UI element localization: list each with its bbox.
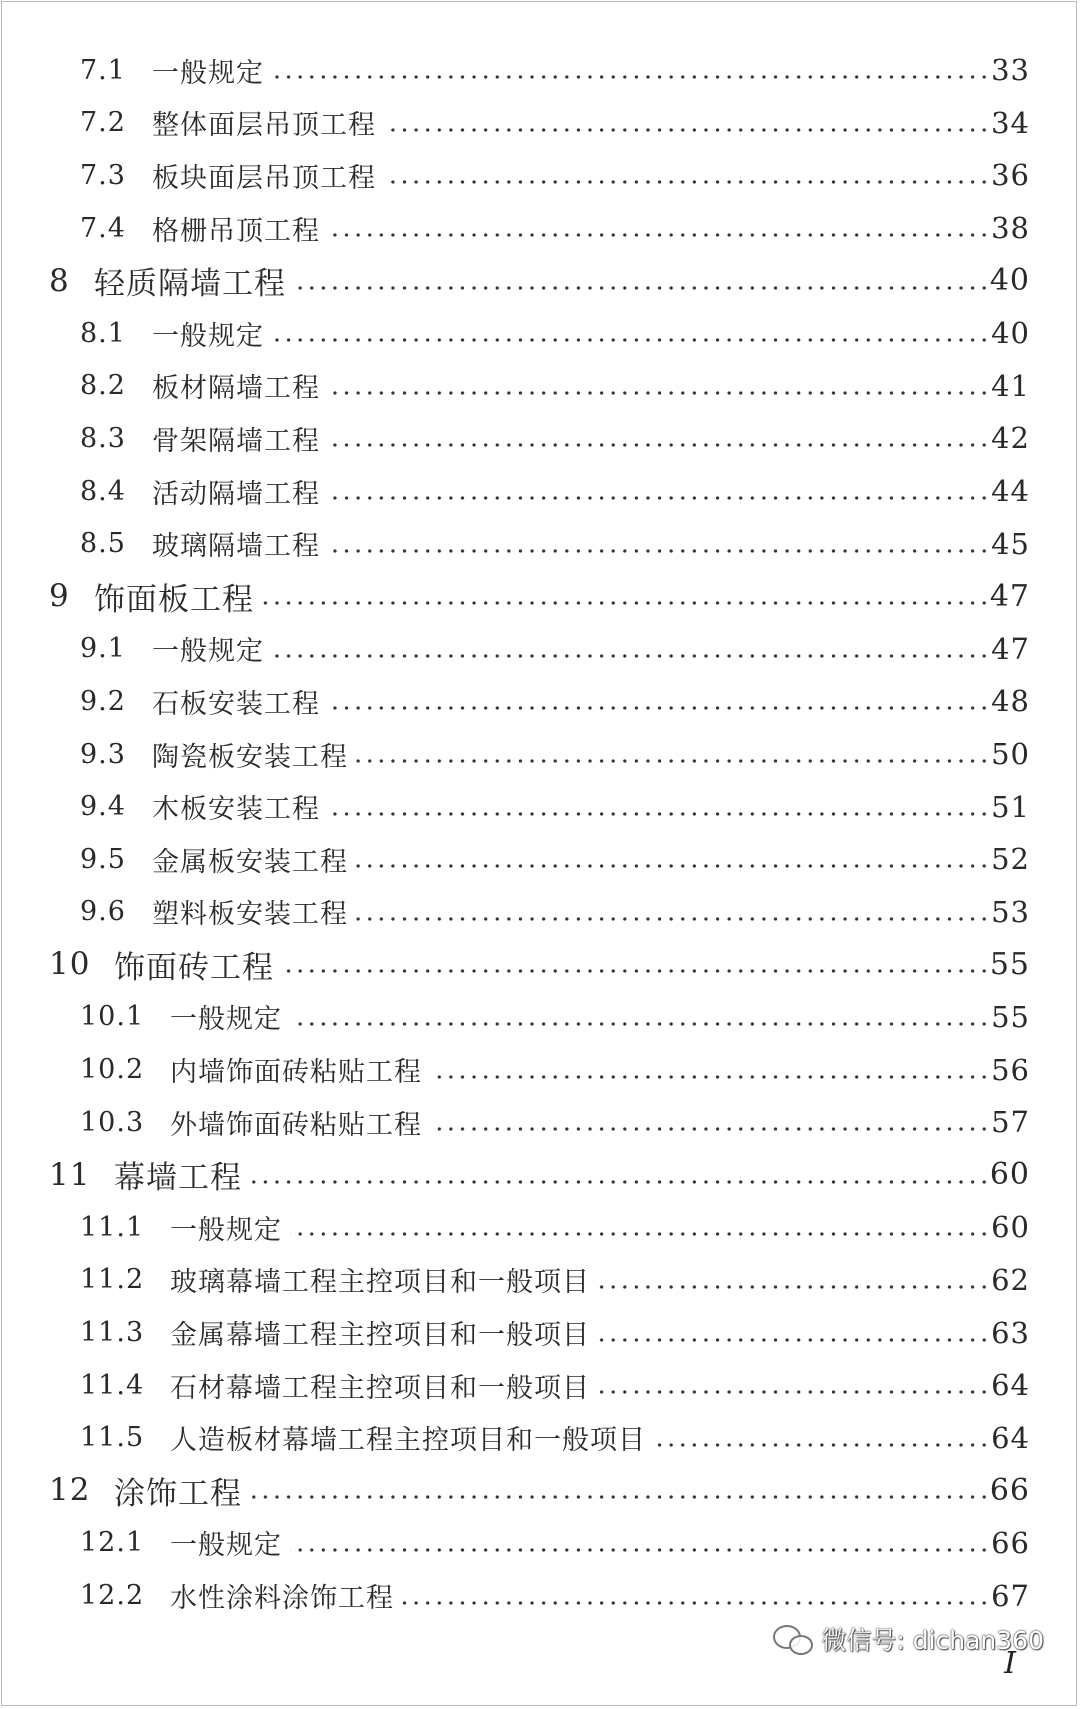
toc-entry xyxy=(0,465,1080,518)
toc-entry-title: 塑料板安装工程 xyxy=(152,892,354,931)
toc-entry-number: 10.3 xyxy=(80,1106,145,1138)
toc-entry-number: 11.2 xyxy=(80,1264,145,1296)
toc-entry-page: 45 xyxy=(991,526,1030,561)
toc-entry-page: 55 xyxy=(991,999,1030,1034)
toc-entry-title: 骨架隔墙工程 xyxy=(152,419,326,458)
toc-entry-title: 涂饰工程 xyxy=(114,1468,248,1513)
toc-entry-number: 11.3 xyxy=(80,1317,145,1349)
toc-entry xyxy=(0,202,1080,255)
toc-entry-title: 玻璃幕墙工程主控项目和一般项目 xyxy=(170,1260,596,1299)
dot-leader xyxy=(294,285,990,291)
toc-entry-number: 8.1 xyxy=(80,317,126,349)
toc-entry-title: 人造板材幕墙工程主控项目和一般项目 xyxy=(170,1418,652,1457)
toc-entry-page: 66 xyxy=(989,1472,1030,1508)
toc-entry-number: 8 xyxy=(49,262,70,299)
toc-entry-page: 38 xyxy=(991,211,1030,246)
toc-entry-title: 金属板安装工程 xyxy=(152,840,354,879)
toc-entry-number: 8.5 xyxy=(80,528,126,560)
toc-entry xyxy=(0,1359,1080,1412)
toc-entry-title: 石材幕墙工程主控项目和一般项目 xyxy=(170,1366,596,1405)
toc-entry xyxy=(0,97,1080,150)
toc-entry-number: 9.3 xyxy=(80,738,126,770)
toc-entry-title: 一般规定 xyxy=(152,629,270,668)
toc-entry-number: 7.2 xyxy=(80,107,126,139)
toc-entry-number: 7.3 xyxy=(80,159,126,191)
toc-entry xyxy=(0,307,1080,360)
toc-entry-page: 42 xyxy=(991,421,1030,456)
toc-entry-page: 36 xyxy=(991,158,1030,193)
toc-entry-page: 64 xyxy=(991,1368,1030,1403)
toc-entry-page: 66 xyxy=(991,1525,1030,1560)
toc-entry-page: 41 xyxy=(991,368,1030,403)
toc-entry-page: 57 xyxy=(991,1105,1030,1140)
dot-leader xyxy=(250,1179,990,1185)
toc-entry xyxy=(0,1254,1080,1307)
toc-entry-number: 10.2 xyxy=(80,1054,145,1086)
toc-entry xyxy=(0,1201,1080,1254)
toc-entry-page: 34 xyxy=(991,105,1030,140)
toc-entry-number: 10 xyxy=(49,946,91,983)
toc-entry-number: 8.2 xyxy=(80,370,126,402)
toc-entry-title: 饰面板工程 xyxy=(94,574,260,619)
toc-entry-number: 12 xyxy=(49,1472,91,1509)
toc-entry xyxy=(0,412,1080,465)
toc-entry xyxy=(0,1517,1080,1570)
toc-entry-title: 内墙饰面砖粘贴工程 xyxy=(170,1050,428,1089)
toc-entry xyxy=(0,991,1080,1044)
toc-entry xyxy=(0,1148,1080,1201)
toc-entry-number: 9.5 xyxy=(80,843,126,875)
toc-entry-title: 木板安装工程 xyxy=(152,787,326,826)
toc-entry xyxy=(0,44,1080,97)
toc-entry-page: 44 xyxy=(991,474,1030,509)
toc-entry-title: 饰面砖工程 xyxy=(114,942,280,987)
dot-leader xyxy=(430,1126,990,1132)
toc-entry xyxy=(0,1306,1080,1359)
toc-entry-number: 8.3 xyxy=(80,422,126,454)
toc-entry-page: 55 xyxy=(989,946,1030,982)
toc-entry-number: 9.2 xyxy=(80,685,126,717)
toc-entry xyxy=(0,360,1080,413)
toc-entry-number: 8.4 xyxy=(80,475,126,507)
toc-entry-title: 轻质隔墙工程 xyxy=(94,258,292,303)
dot-leader xyxy=(430,1074,990,1080)
toc-entry xyxy=(0,675,1080,728)
dot-leader xyxy=(328,232,990,238)
dot-leader xyxy=(328,442,990,448)
toc-entry-number: 10.1 xyxy=(80,1001,145,1033)
toc-entry-title: 外墙饰面砖粘贴工程 xyxy=(170,1103,428,1142)
dot-leader xyxy=(272,74,990,80)
dot-leader xyxy=(356,758,990,764)
toc-entry-page: 47 xyxy=(989,578,1030,614)
toc-entry xyxy=(0,938,1080,991)
toc-entry-title: 一般规定 xyxy=(152,314,270,353)
dot-leader xyxy=(384,179,990,185)
toc-entry xyxy=(0,149,1080,202)
dot-leader xyxy=(290,1231,990,1237)
toc-entry-page: 40 xyxy=(989,263,1030,299)
dot-leader xyxy=(402,1600,990,1606)
toc-entry-page: 56 xyxy=(991,1052,1030,1087)
toc-entry-page: 52 xyxy=(991,842,1030,877)
toc-entry-title: 一般规定 xyxy=(170,1208,288,1247)
toc-entry-number: 9.6 xyxy=(80,896,126,928)
dot-leader xyxy=(384,127,990,133)
toc-entry-page: 53 xyxy=(991,894,1030,929)
toc-entry-title: 一般规定 xyxy=(170,997,288,1036)
toc-entry xyxy=(0,1464,1080,1517)
toc-entry-title: 陶瓷板安装工程 xyxy=(152,735,354,774)
dot-leader xyxy=(598,1284,990,1290)
toc-entry xyxy=(0,1411,1080,1464)
watermark-text: 微信号: dichan360 xyxy=(821,1626,1044,1655)
toc-entry-title: 金属幕墙工程主控项目和一般项目 xyxy=(170,1313,596,1352)
toc-entry xyxy=(0,254,1080,307)
toc-entry-number: 9.4 xyxy=(80,791,126,823)
toc-entry-title: 格栅吊顶工程 xyxy=(152,209,326,248)
toc-entry-number: 12.1 xyxy=(80,1527,145,1559)
toc-entry-page: 47 xyxy=(991,631,1030,666)
toc-entry xyxy=(0,728,1080,781)
toc-entry-title: 幕墙工程 xyxy=(114,1152,248,1197)
dot-leader xyxy=(272,337,990,343)
toc-entry-title: 活动隔墙工程 xyxy=(152,472,326,511)
toc-entry-number: 9.1 xyxy=(80,633,126,665)
toc-entry-page: 40 xyxy=(991,316,1030,351)
toc-entry-page: 60 xyxy=(991,1210,1030,1245)
toc-entry-number: 11 xyxy=(49,1156,91,1193)
toc-entry-number: 11.5 xyxy=(80,1422,145,1454)
toc-entry-title: 玻璃隔墙工程 xyxy=(152,524,326,563)
toc-entry-number: 7.4 xyxy=(80,212,126,244)
dot-leader xyxy=(290,1547,990,1553)
dot-leader xyxy=(328,548,990,554)
toc-entry-number: 11.4 xyxy=(80,1369,145,1401)
dot-leader xyxy=(328,390,990,396)
toc-entry-title: 板块面层吊顶工程 xyxy=(152,156,382,195)
toc-entry xyxy=(0,1043,1080,1096)
toc-entry xyxy=(0,1569,1080,1622)
toc-entry xyxy=(0,780,1080,833)
toc-entry-page: 60 xyxy=(989,1157,1030,1193)
toc-entry-number: 11.1 xyxy=(80,1211,145,1243)
toc-entry-number: 7.1 xyxy=(80,54,126,86)
toc-entry-page: 51 xyxy=(991,789,1030,824)
toc-entry-page: 63 xyxy=(991,1315,1030,1350)
toc-entry-title: 板材隔墙工程 xyxy=(152,366,326,405)
table-of-contents xyxy=(0,44,1080,1622)
page-number-mark: I xyxy=(1004,1646,1016,1681)
toc-entry xyxy=(0,570,1080,623)
toc-entry-title: 整体面层吊顶工程 xyxy=(152,103,382,142)
dot-leader xyxy=(598,1337,990,1343)
toc-entry xyxy=(0,833,1080,886)
toc-entry-page: 64 xyxy=(991,1420,1030,1455)
toc-entry-number: 12.2 xyxy=(80,1580,145,1612)
toc-entry-page: 48 xyxy=(991,684,1030,719)
toc-entry-title: 一般规定 xyxy=(152,51,270,90)
dot-leader xyxy=(262,600,990,606)
toc-entry-page: 62 xyxy=(991,1262,1030,1297)
dot-leader xyxy=(328,495,990,501)
toc-entry-page: 33 xyxy=(991,53,1030,88)
dot-leader xyxy=(290,1021,990,1027)
toc-entry-page: 50 xyxy=(991,737,1030,772)
dot-leader xyxy=(272,653,990,659)
toc-entry-number: 9 xyxy=(49,578,70,615)
toc-entry xyxy=(0,623,1080,676)
dot-leader xyxy=(250,1494,990,1500)
dot-leader xyxy=(282,968,990,974)
dot-leader xyxy=(328,811,990,817)
dot-leader xyxy=(598,1389,990,1395)
toc-entry-title: 一般规定 xyxy=(170,1523,288,1562)
dot-leader xyxy=(328,705,990,711)
dot-leader xyxy=(654,1442,990,1448)
toc-entry xyxy=(0,886,1080,939)
toc-entry-title: 水性涂料涂饰工程 xyxy=(170,1576,400,1615)
toc-entry xyxy=(0,1096,1080,1149)
dot-leader xyxy=(356,916,990,922)
dot-leader xyxy=(356,863,990,869)
wechat-icon xyxy=(773,1623,813,1655)
toc-entry-page: 67 xyxy=(991,1578,1030,1613)
toc-entry-title: 石板安装工程 xyxy=(152,682,326,721)
toc-entry xyxy=(0,517,1080,570)
